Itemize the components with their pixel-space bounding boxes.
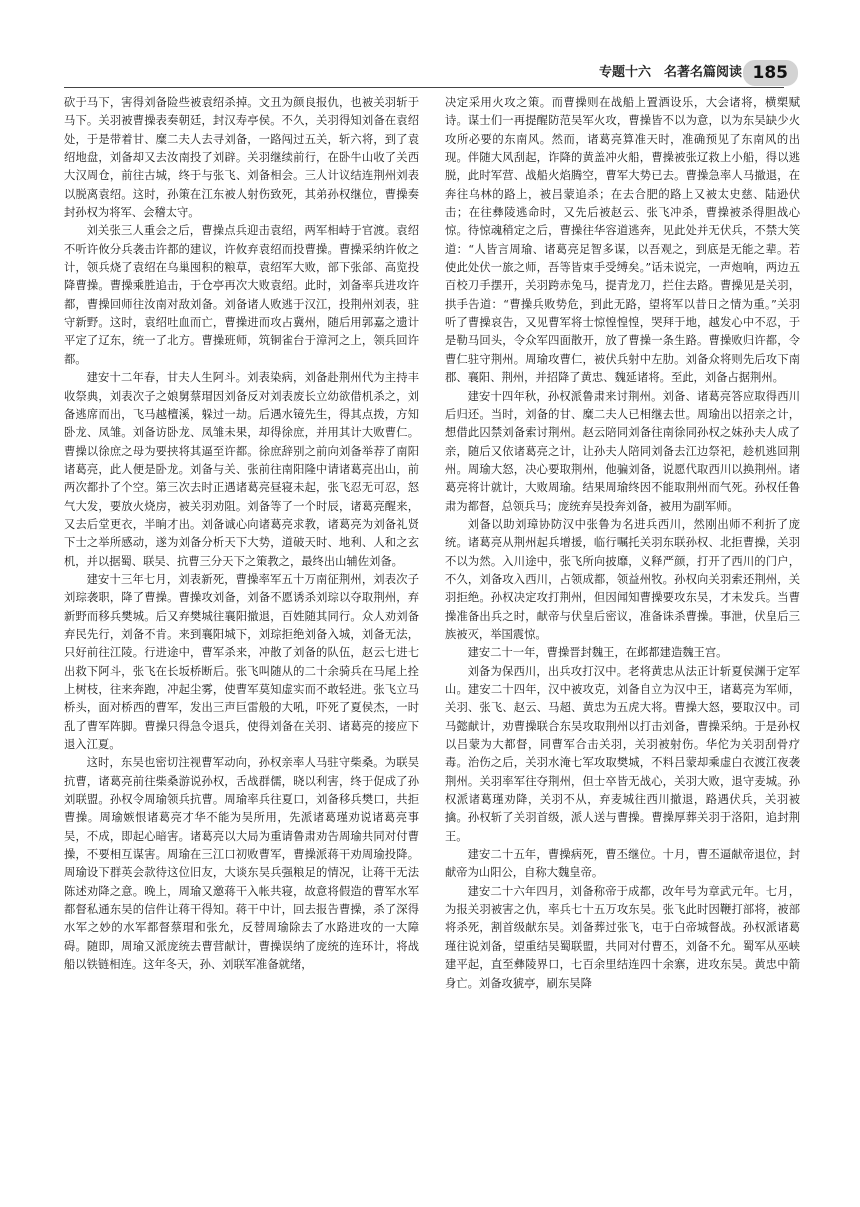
header-divider [64,87,784,88]
paragraph: 刘关张三人重会之后，曹操点兵迎击袁绍，两军相峙于官渡。袁绍不听许攸分兵袭击许都的建议，许攸弃袁绍而投曹操。曹操采纳许攸之计，领兵烧了袁绍在乌巢囤积的粮草，袁绍军大败，部下张郃、高览投降曹操。曹操乘胜追击，于仓亭再次大败袁绍。此时，刘备率兵进攻许都，曹操回师往汝南对敌刘备。刘备诸人败逃于汉江，投荆州刘表，驻守新野。这时，袁绍吐血而亡，曹操进而攻占冀州，随后用郭嘉之遗计平定了辽东，统一了北方。曹操班师，筑铜雀台于漳河之上，领兵回许都。 [64,224,419,366]
paragraph: 建安十四年秋，孙权派鲁肃来讨荆州。刘备、诸葛亮答应取得西川后归还。当时，刘备的甘、糜二夫人已相继去世。周瑜出以招亲之计，想借此囚禁刘备索讨荆州。赵云陪同刘备往南徐同孙权之妹孙夫人成了亲，随后又依诸葛亮之计，让孙夫人陪同刘备去江边祭祀，趁机逃回荆州。周瑜大怒，决心要取荆州，他骗刘备，说愿代取西川以换荆州。诸葛亮将计就计，大败周瑜。结果周瑜终因不能取荆州而气死。孙权任鲁肃为都督，总领兵马；庞统弃吴投奔刘备，被用为副军师。 [445,389,800,513]
paragraph: 建安二十一年，曹操晋封魏王，在邺都建造魏王宫。 [467,646,728,660]
paragraph: 这时，东吴也密切注视曹军动向，孙权亲率人马驻守柴桑。为联吴抗曹，诸葛亮前往柴桑游说孙权，舌战群儒，晓以利害，终于促成了孙刘联盟。孙权令周瑜领兵抗曹。周瑜率兵往夏口，刘备移兵樊口，共拒曹操。周瑜嫉恨诸葛亮才华不能为吴所用，先派诸葛瑾劝说诸葛亮事吴，不成，即起心暗害。诸葛亮以大局为重请鲁肃劝告周瑜共同对付曹操，不要相互谋害。周瑜在三江口初败曹军，曹操派蒋干劝周瑜投降。周瑜设下群英会款待这位旧友，大谈东吴兵强粮足的情况，让蒋干无法陈述劝降之意。晚上，周瑜又邀蒋干入帐共寝，故意将假造的曹军水军都督私通东吴的信件让蒋干得知。蒋干中计，回去报告曹操，杀了深得水军之妙的水军都督蔡瑁和张允，反替周瑜除去了水路进攻的一大障碍。随即，周瑜又派庞统去曹营献计，曹操误纳了庞统的连环计，将战船以铁链相连。这年冬天，孙、刘联军准备就绪， [64,756,419,972]
paragraph: 砍于马下，害得刘备险些被袁绍杀掉。文丑为颜良报仇，也被关羽斩于马下。关羽被曹操表奏朝廷，封汉寿亭侯。不久，关羽得知刘备在袁绍处，于是带着甘、糜二夫人去寻刘备，一路闯过五关，斩六将，到了袁绍地盘，刘备却又去汝南投了刘辟。关羽继续前行，在卧牛山收了关西大汉周仓，前往古城，终于与张飞、刘备相会。三人计议结连荆州刘表以脱离袁绍。这时，孙策在江东被人射伤致死，其弟孙权继位，曹操奏封孙权为将军、会稽太守。 [64,96,419,220]
paragraph: 建安十二年春，甘夫人生阿斗。刘表染病，刘备赴荆州代为主持丰收祭典，刘表次子之娘舅蔡瑁因刘备反对刘表废长立幼欲借机杀之，刘备逃席而出，飞马越檀溪，躲过一劫。后遇水镜先生，得其点拨，方知卧龙、凤雏。刘备访卧龙、凤雏未果，却得徐庶，并用其计大败曹仁。曹操以徐庶之母为要挟将其逼至许都。徐庶辞别之前向刘备举荐了南阳诸葛亮，此人便是卧龙。刘备与关、张前往南阳隆中请诸葛亮出山，前两次都扑了个空。第三次去时正遇诸葛亮昼寝未起，张飞忍无可忍，怒气大发，要放火烧房，被关羽劝阻。刘备等了一个时辰，诸葛亮醒来，又去后堂更衣，半晌才出。刘备诚心向诸葛亮求教，诸葛亮为刘备礼贤下士之举所感动，遂为刘备分析天下大势，道破天时、地利、人和之玄机，并以据蜀、联吴、抗曹三分天下之策教之，最终出山辅佐刘备。 [64,371,419,568]
paragraph: 刘备为保西川，出兵攻打汉中。老将黄忠从法正计斩夏侯渊于定军山。建安二十四年，汉中被攻克，刘备自立为汉中王，诸葛亮为军师，关羽、张飞、赵云、马超、黄忠为五虎大将。曹操大怒，要取汉中。司马懿献计，劝曹操联合东吴攻取荆州以打击刘备，曹操采纳。于是孙权以吕蒙为大都督，同曹军合击关羽，关羽被射伤。华佗为关羽刮骨疗毒。治伤之后，关羽水淹七军攻取樊城，不料吕蒙却乘虚白衣渡江夜袭荆州。关羽率军往夺荆州，但士卒皆无战心，关羽大败，退守麦城。孙权派诸葛瑾劝降，关羽不从，弃麦城往西川撤退，路遇伏兵，关羽被擒。孙权斩了关羽首级，派人送与曹操。曹操厚葬关羽于洛阳，追封荆王。 [445,664,800,843]
left-text-column [64,94,419,1184]
section-title: 专题十六 名著名篇阅读 [598,65,742,80]
right-text-column [445,94,800,1184]
page-header [0,62,860,84]
paragraph: 建安二十六年四月，刘备称帝于成都，改年号为章武元年。七月，为报关羽被害之仇，率兵七十五万攻东吴。张飞此时因鞭打部将，被部将杀死，割首级献东吴。刘备葬过张飞，屯于白帝城督战。孙权派诸葛瑾往说刘备，望重结吴蜀联盟，共同对付曹丕，刘备不允。蜀军从巫峡建平起，直至彝陵界口，七百余里结连四十余寨，进攻东吴。黄忠中箭身亡。刘备攻猇亭，刷东吴降 [445,884,800,990]
paragraph: 建安十三年七月，刘表新死，曹操率军五十万南征荆州，刘表次子刘琮袭职，降了曹操。曹操攻刘备，刘备不愿诱杀刘琮以夺取荆州，弃新野而移兵樊城。后又弃樊城往襄阳撤退，百姓随其同行。众人劝刘备弃民先行，刘备不肯。来到襄阳城下，刘琮拒绝刘备入城，刘备无法，只好前往江陵。行进途中，曹军杀来，冲散了刘备的队伍，赵云七进七出救下阿斗，张飞在长坂桥断后。张飞叫随从的二十余骑兵在马尾上拴上树枝，往来奔跑，冲起尘雾，使曹军莫知虚实而不敢轻进。张飞立马桥头，面对桥西的曹军，发出三声巨雷般的大吼，吓死了夏侯杰，一时乱了曹军阵脚。曹操只得急令退兵，使得刘备在关羽、诸葛亮的接应下退入江夏。 [64,572,419,752]
paragraph: 建安二十五年，曹操病死，曹丕继位。十月，曹丕逼献帝退位，封献帝为山阳公，自称大魏皇帝。 [445,848,800,880]
page-number-badge: 185 [743,60,799,86]
paragraph: 决定采用火攻之策。而曹操则在战船上置酒设乐，大会诸将，横槊赋诗。谋士们一再提醒防范吴军火攻，曹操皆不以为意，以为东吴缺少火攻所必要的东南风。然而，诸葛亮算准天时，准确预见了东南风的出现。伴随大风刮起，诈降的黄盖冲火船，曹操被张辽救上小船，得以逃脱，此时军营、战船火焰腾空，曹军大势已去。曹操急率人马撤退，在奔往乌林的路上，被吕蒙追杀；在去合肥的路上又被太史慈、陆逊伏击；在往彝陵逃命时，又先后被赵云、张飞冲杀，曹操被杀得胆战心惊。待惊魂稍定之后，曹操往华容道逃奔，见此处并无伏兵，不禁大笑道：“人皆言周瑜、诸葛亮足智多谋，以吾观之，到底是无能之辈。若使此处伏一旅之师，吾等皆束手受缚矣。”话未说完，一声炮响，两边五百校刀手摆开，关羽跨赤兔马，提青龙刀，拦住去路。曹操见是关羽，拱手告道：“曹操兵败势危，到此无路，望将军以昔日之情为重。”关羽听了曹操哀告，又见曹军将士惊惶惶惶，哭拜于地，越发心中不忍，于是勒马回头，令众军四面散开，放了曹操一条生路。曹操败归许都，令曹仁驻守荆州。周瑜攻曹仁，被伏兵射中左肋。刘备众将则先后攻下南郡、襄阳、荆州，并招降了黄忠、魏延诸将。至此，刘备占据荆州。 [445,96,800,385]
paragraph: 刘备以助刘璋协防汉中张鲁为名进兵西川，然刚出师不利折了庞统。诸葛亮从荆州起兵增援，临行嘱托关羽东联孙权、北拒曹操，关羽不以为然。入川途中，张飞所向披靡，义释严颜，打开了西川的门户，不久，刘备攻入西川，占领成都，领益州牧。孙权向关羽索还荆州，关羽拒绝。孙权决定攻打荆州，但因闻知曹操要攻东吴，才未发兵。当曹操准备出兵之时，献帝与伏皇后密议，准备诛杀曹操。事泄，伏皇后三族被灭，举国震惊。 [445,517,800,641]
